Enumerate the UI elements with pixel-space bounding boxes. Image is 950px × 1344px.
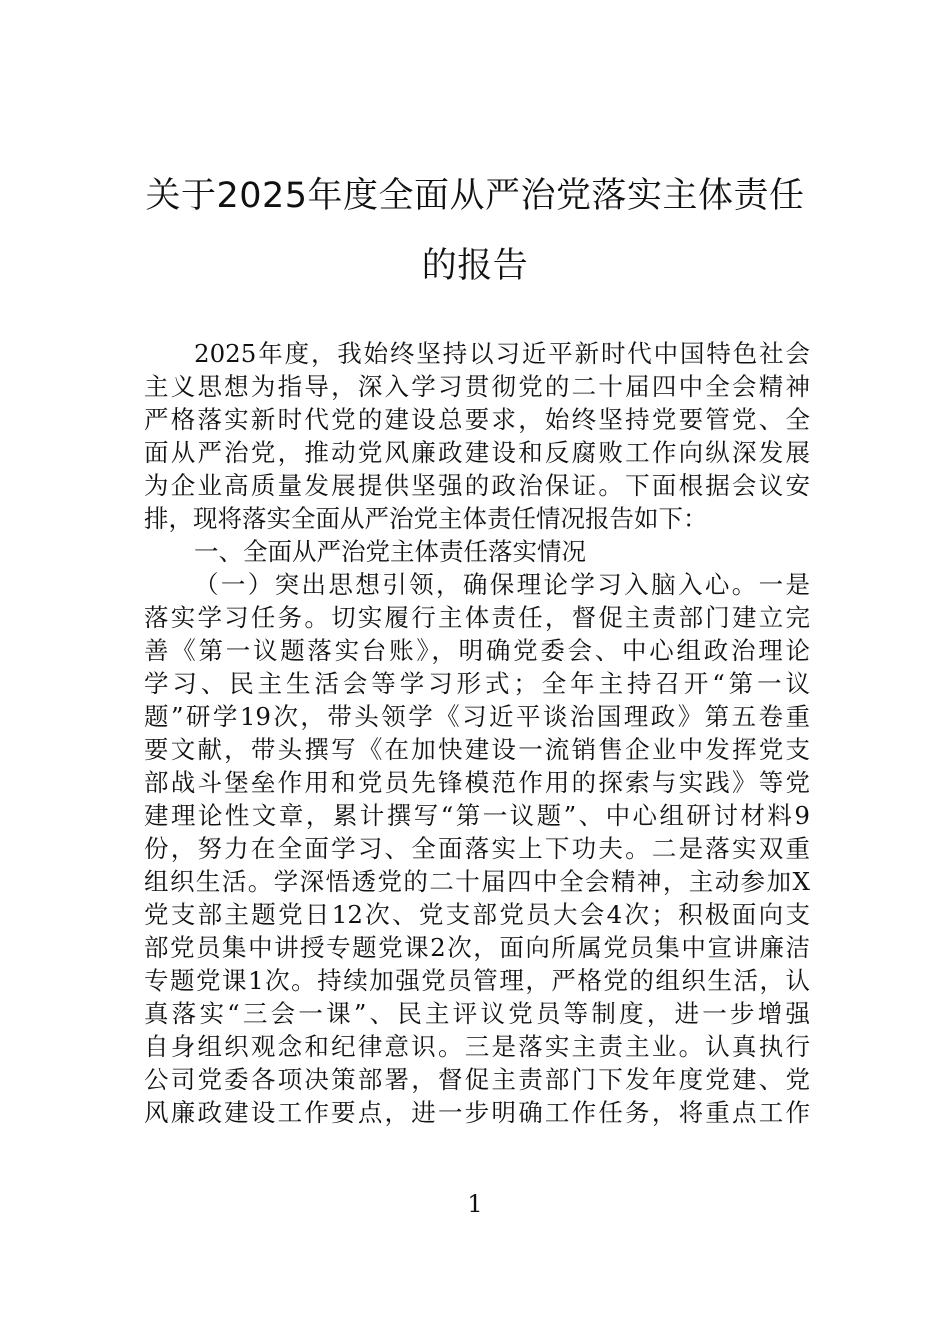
body-line: 善《第一议题落实台账》，明确党委会、中心组政治理论	[144, 636, 810, 665]
body-line: 自身组织观念和纪律意识。三是落实主责主业。认真执行	[144, 1032, 810, 1061]
body-line: 要文献，带头撰写《在加快建设一流销售企业中发挥党支	[144, 735, 810, 764]
body-line: 面从严治党，推动党风廉政建设和反腐败工作向纵深发展	[144, 438, 810, 467]
body-line: 风廉政建设工作要点，进一步明确工作任务，将重点工作	[144, 1098, 810, 1127]
report-title-line-1: 关于2025年度全面从严治党落实主体责任	[145, 176, 805, 216]
body-line: 落实学习任务。切实履行主体责任，督促主责部门建立完	[144, 603, 810, 632]
body-line: 排，现将落实全面从严治党主体责任情况报告如下：	[144, 504, 708, 533]
body-line: 部党员集中讲授专题党课2次，面向所属党员集中宣讲廉洁	[144, 933, 810, 962]
body-line: 组织生活。学深悟透党的二十届四中全会精神，主动参加X	[144, 867, 810, 896]
body-line: 份，努力在全面学习、全面落实上下功夫。二是落实双重	[144, 834, 810, 863]
body-line: 严格落实新时代党的建设总要求，始终坚持党要管党、全	[144, 405, 810, 434]
body-line: 主义思想为指导，深入学习贯彻党的二十届四中全会精神	[144, 372, 810, 401]
body-line: 学习、民主生活会等学习形式；全年主持召开“第一议	[144, 669, 810, 698]
body-line: 部战斗堡垒作用和党员先锋模范作用的探索与实践》等党	[144, 768, 810, 797]
body-line: （一）突出思想引领，确保理论学习入脑入心。一是	[194, 570, 810, 599]
body-line: 建理论性文章，累计撰写“第一议题”、中心组研讨材料9	[144, 801, 810, 830]
report-title-line-2: 的报告	[421, 246, 529, 286]
body-line: 专题党课1次。持续加强党员管理，严格党的组织生活，认	[144, 966, 810, 995]
body-line: 党支部主题党日12次、党支部党员大会4次；积极面向支	[144, 900, 810, 929]
body-line: 2025年度，我始终坚持以习近平新时代中国特色社会	[194, 339, 810, 368]
body-line: 公司党委各项决策部署，督促主责部门下发年度党建、党	[144, 1065, 810, 1094]
section-heading: 一、全面从严治党主体责任落实情况	[194, 537, 586, 566]
body-line: 为企业高质量发展提供坚强的政治保证。下面根据会议安	[144, 471, 810, 500]
body-line: 真落实“三会一课”、民主评议党员等制度，进一步增强	[144, 999, 810, 1028]
page-number: 1	[467, 1190, 483, 1218]
body-line: 题”研学19次，带头领学《习近平谈治国理政》第五卷重	[144, 702, 810, 731]
